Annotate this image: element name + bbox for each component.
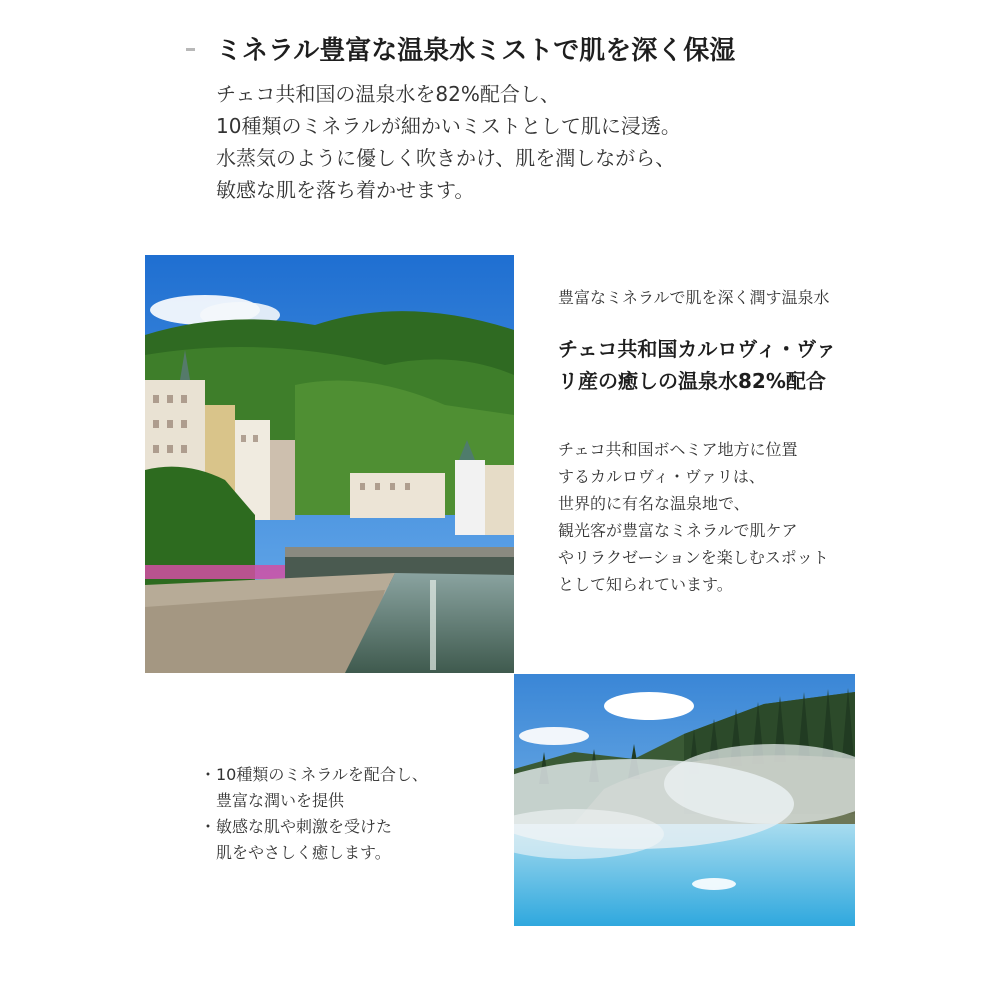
description-line: やリラクゼーションを楽しむスポット bbox=[558, 548, 829, 567]
intro-line: 10種類のミネラルが細かいミストとして肌に浸透。 bbox=[216, 114, 681, 138]
hot-spring-photo bbox=[514, 674, 855, 926]
benefits-list bbox=[200, 762, 428, 866]
benefit-line: 10種類のミネラルを配合し、 bbox=[216, 765, 428, 784]
intro-line: 水蒸気のように優しく吹きかけ、肌を潤しながら、 bbox=[216, 146, 676, 170]
description-line: 観光客が豊富なミネラルで肌ケア bbox=[558, 521, 798, 540]
intro-line: チェコ共和国の温泉水を82%配合し、 bbox=[216, 82, 560, 106]
intro-line: 敏感な肌を落ち着かせます。 bbox=[216, 178, 475, 202]
dash-icon bbox=[186, 48, 195, 51]
benefit-line: 敏感な肌や刺激を受けた bbox=[216, 817, 393, 836]
bullet-icon: ・ bbox=[200, 817, 217, 836]
benefit-line: 豊富な潤いを提供 bbox=[216, 791, 345, 810]
description-line: として知られています。 bbox=[558, 575, 733, 594]
feature-title-line: リ産の癒しの温泉水82%配合 bbox=[558, 369, 826, 393]
bullet-icon: ・ bbox=[200, 765, 217, 784]
feature-tagline: 豊富なミネラルで肌を深く潤す温泉水 bbox=[558, 288, 830, 307]
section-headline: ミネラル豊富な温泉水ミストで肌を深く保湿 bbox=[216, 36, 736, 66]
description-line: するカルロヴィ・ヴァリは、 bbox=[558, 467, 765, 486]
feature-description bbox=[558, 436, 829, 598]
feature-title bbox=[558, 333, 836, 397]
benefit-item bbox=[200, 762, 428, 814]
karlovy-vary-photo bbox=[145, 255, 514, 673]
intro-text bbox=[216, 78, 681, 206]
feature-title-line: チェコ共和国カルロヴィ・ヴァ bbox=[558, 337, 836, 361]
benefit-item bbox=[200, 814, 428, 866]
description-line: 世界的に有名な温泉地で、 bbox=[558, 494, 750, 513]
benefit-line: 肌をやさしく癒します。 bbox=[216, 843, 391, 862]
description-line: チェコ共和国ボヘミア地方に位置 bbox=[558, 440, 798, 459]
